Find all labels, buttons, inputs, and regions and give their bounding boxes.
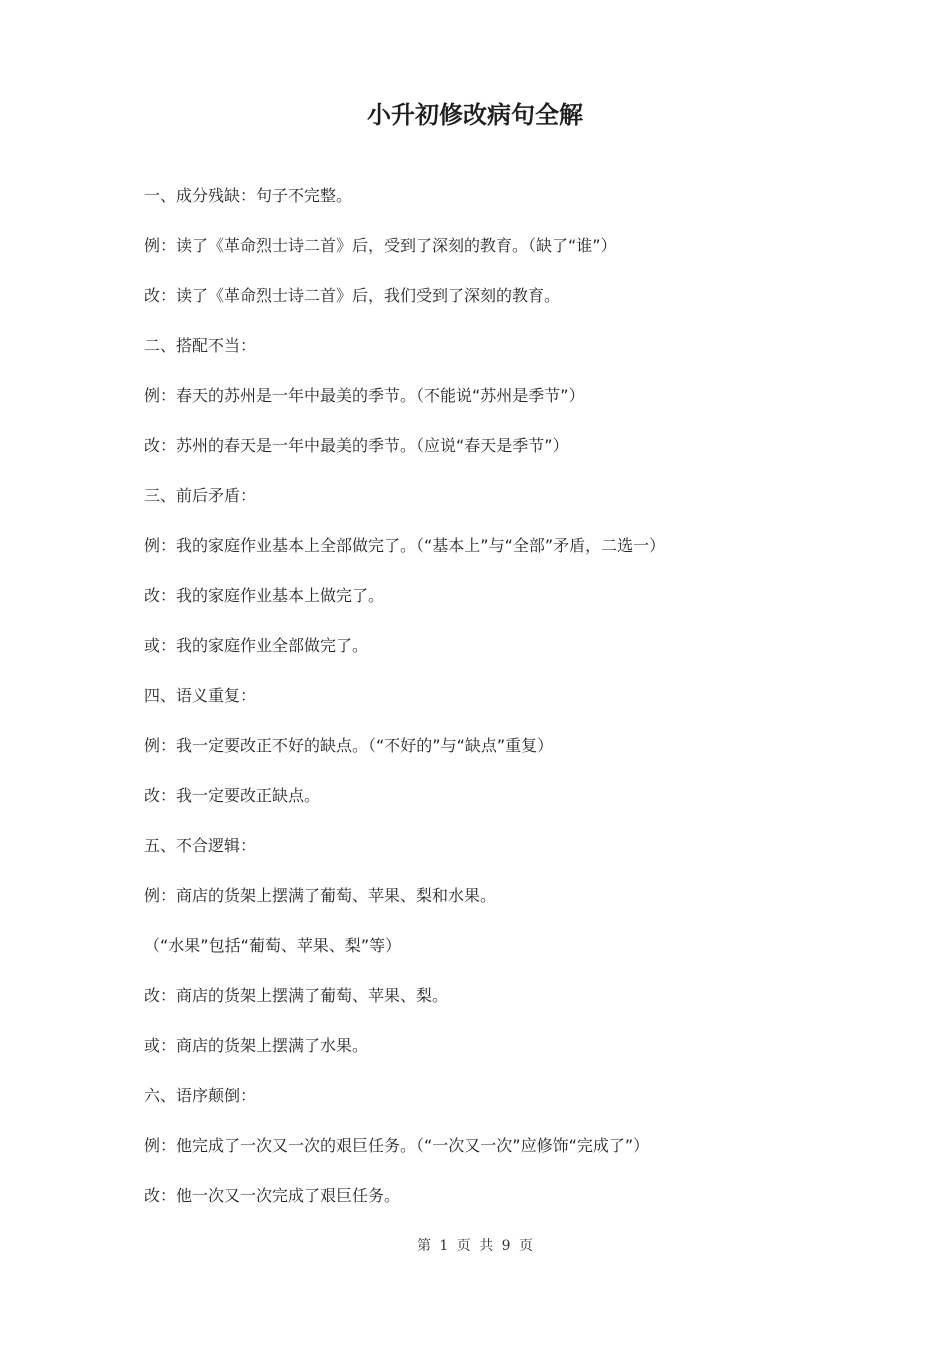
section-heading-5: 五、不合逻辑： <box>144 836 257 855</box>
corrected-sentence: 改：他一次又一次完成了艰巨任务。 <box>144 1186 401 1205</box>
section-heading-6: 六、语序颠倒： <box>144 1086 257 1105</box>
section-heading-2: 二、搭配不当： <box>144 336 257 355</box>
explanation-note: （“水果”包括“葡萄、苹果、梨”等） <box>144 936 402 955</box>
document-title: 小升初修改病句全解 <box>367 101 583 129</box>
example-sentence: 例：春天的苏州是一年中最美的季节。（不能说“苏州是季节”） <box>144 386 585 405</box>
document-body <box>144 183 844 1233</box>
alternative-sentence: 或：商店的货架上摆满了水果。 <box>144 1036 369 1055</box>
alternative-sentence: 或：我的家庭作业全部做完了。 <box>144 636 369 655</box>
page-number-footer: 第 1 页 共 9 页 <box>416 1238 534 1254</box>
corrected-sentence: 改：我一定要改正缺点。 <box>144 786 321 805</box>
section-heading-1: 一、成分残缺：句子不完整。 <box>144 186 353 205</box>
section-heading-3: 三、前后矛盾： <box>144 486 257 505</box>
corrected-sentence: 改：商店的货架上摆满了葡萄、苹果、梨。 <box>144 986 449 1005</box>
corrected-sentence: 改：苏州的春天是一年中最美的季节。（应说“春天是季节”） <box>144 436 569 455</box>
example-sentence: 例：他完成了一次又一次的艰巨任务。（“一次又一次”应修饰“完成了”） <box>144 1136 650 1155</box>
example-sentence: 例：商店的货架上摆满了葡萄、苹果、梨和水果。 <box>144 886 497 905</box>
example-sentence: 例：读了《革命烈士诗二首》后，受到了深刻的教育。（缺了“谁”） <box>144 236 617 255</box>
corrected-sentence: 改：我的家庭作业基本上做完了。 <box>144 586 385 605</box>
example-sentence: 例：我的家庭作业基本上全部做完了。（“基本上”与“全部”矛盾，二选一） <box>144 536 666 555</box>
example-sentence: 例：我一定要改正不好的缺点。（“不好的”与“缺点”重复） <box>144 736 554 755</box>
corrected-sentence: 改：读了《革命烈士诗二首》后，我们受到了深刻的教育。 <box>144 286 561 305</box>
section-heading-4: 四、语义重复： <box>144 686 257 705</box>
